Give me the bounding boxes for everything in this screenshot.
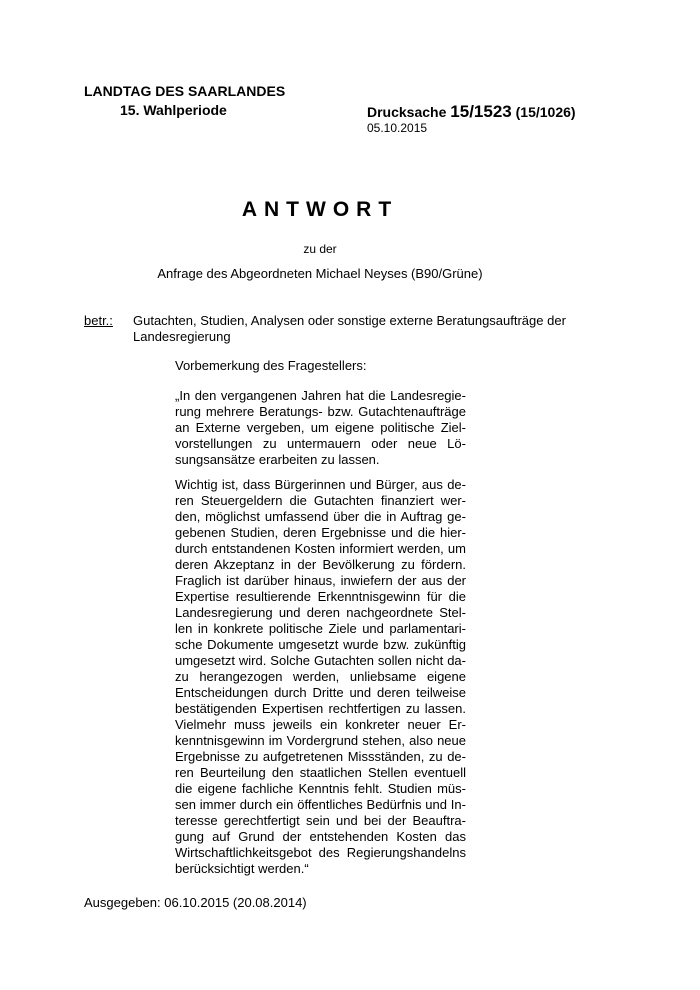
betr-label: betr.: <box>84 313 113 328</box>
drucksache-reference <box>367 102 576 122</box>
vorbemerkung-paragraph-2: Wichtig ist, dass Bürgerinnen und Bürger, aus deren Steuergeldern die Gutachten finanziert werden, möglichst umfassend über die in Auftrag gegebenen Studien, deren Ergebnisse und die hierdurch entstandenen Kosten informiert werden, um deren Akzeptanz in der Bevölkerung zu fördern. Fraglich ist darüber hinaus, inwiefern der aus der Expertise resultierende Erkenntnisgewinn für die Landesregierung und deren nachgeordnete Stellen in konkrete politische Ziele und parlamentarische Dokumente umgesetzt wurde bzw. zukünftig umgesetzt wird. Solche Gutachten sollen nicht dazu herangezogen werden, unliebsame eigene Entscheidungen durch Dritte und deren teilweise bestätigenden Expertisen rechtfertigen zu lassen. Vielmehr muss jeweils ein konkreter neuer Erkenntnisgewinn im Vordergrund stehen, also neue Ergebnisse zu aufgetretenen Missständen, zu deren Beurteilung den staatlichen Stellen eventuell die eigene fachliche Kenntnis fehlt. Studien müssen immer durch ein öffentliches Bedürfnis und Interesse gerechtfertigt sein und bei der Beauftragung auf Grund der entstehenden Kosten das Wirtschaftlichkeitsgebot des Regierungshandelns berücksichtigt werden.“ <box>175 477 466 876</box>
drucksache-label: Drucksache <box>367 104 451 120</box>
zu-der-line: zu der <box>303 242 337 256</box>
ausgegeben-line: Ausgegeben: 06.10.2015 (20.08.2014) <box>84 895 307 910</box>
anfrage-line: Anfrage des Abgeordneten Michael Neyses (B90/Grüne) <box>157 266 483 281</box>
betr-subject: Gutachten, Studien, Analysen oder sonstige externe Beratungsaufträge der Landesregierung <box>133 313 566 344</box>
drucksache-sub-number: (15/1026) <box>511 104 576 120</box>
document-title: ANTWORT <box>241 198 399 221</box>
drucksache-number: 15/1523 <box>450 102 512 121</box>
vorbemerkung-heading: Vorbemerkung des Fragestellers: <box>175 358 367 373</box>
parliament-name: LANDTAG DES SAARLANDES <box>84 83 286 99</box>
legislative-period: 15. Wahlperiode <box>120 102 227 118</box>
vorbemerkung-paragraph-1: „In den vergangenen Jahren hat die Landesregierung mehrere Beratungs- bzw. Gutachtenaufträge an Externe vergeben, um eigene politische Zielvorstellungen zu untermauern oder neue Lösungsansätze erarbeiten zu lassen. <box>175 388 466 467</box>
document-date: 05.10.2015 <box>367 121 428 135</box>
